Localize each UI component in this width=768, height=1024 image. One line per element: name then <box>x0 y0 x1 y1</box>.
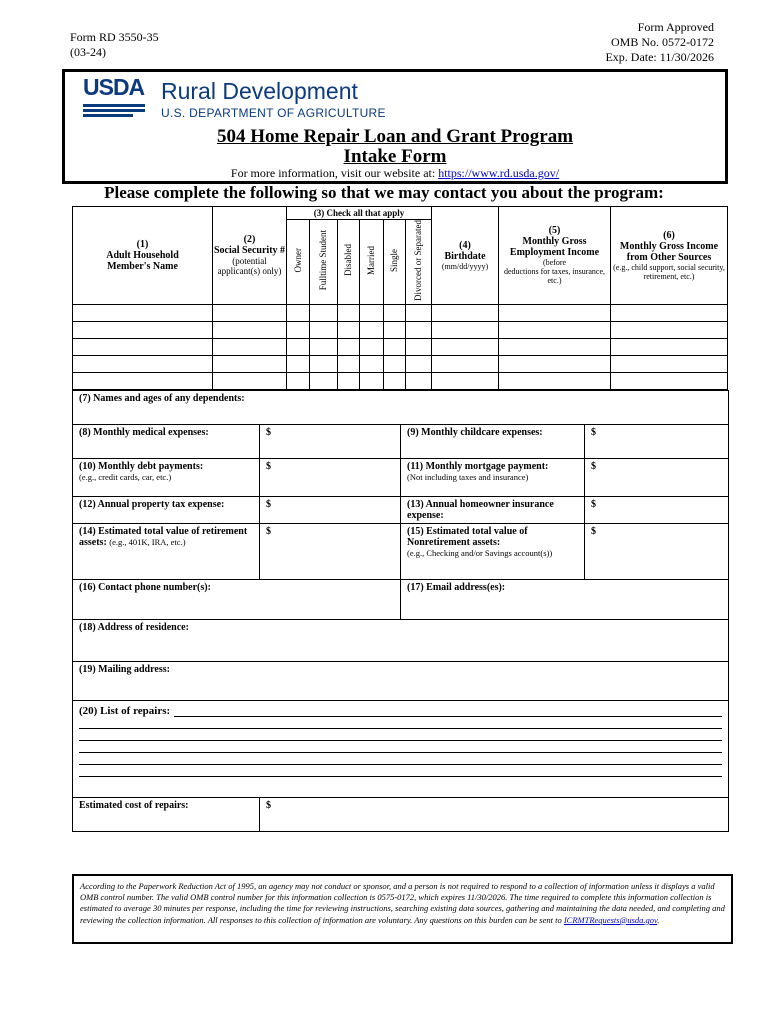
check-disabled: Disabled <box>338 220 360 305</box>
mortgage-label: (11) Monthly mortgage payment: (Not including taxes and insurance) <box>401 459 585 497</box>
retirement-value[interactable]: $ <box>260 524 401 580</box>
debt-label: (10) Monthly debt payments: (e.g., credit cards, car, etc.) <box>73 459 260 497</box>
table-row <box>73 321 728 338</box>
repairs-field[interactable]: (20) List of repairs: <box>73 701 729 798</box>
mailing-address-field[interactable]: (19) Mailing address: <box>73 662 729 701</box>
cost-label: Estimated cost of repairs: <box>73 798 260 832</box>
col-name-header: (1) Adult Household Member's Name <box>73 207 213 305</box>
program-title: 504 Home Repair Loan and Grant Program <box>216 126 574 147</box>
repair-line[interactable] <box>79 765 722 777</box>
childcare-value[interactable]: $ <box>585 425 729 459</box>
instruction: Please complete the following so that we may contact you about the program: <box>104 183 664 202</box>
property-tax-label: (12) Annual property tax expense: <box>73 497 260 524</box>
repair-line[interactable] <box>79 729 722 741</box>
usda-logo <box>83 74 413 124</box>
form-title: Intake Form <box>343 146 447 167</box>
form-id <box>70 30 159 60</box>
childcare-label: (9) Monthly childcare expenses: <box>401 425 585 459</box>
usda-mark-icon <box>83 74 145 118</box>
agency-name: Rural Development <box>161 78 358 104</box>
debt-value[interactable]: $ <box>260 459 401 497</box>
nonretirement-label: (15) Estimated total value of Nonretirement assets: (e.g., Checking and/or Savings account(s)) <box>401 524 585 580</box>
insurance-label: (13) Annual homeowner insurance expense: <box>401 497 585 524</box>
col-employment-header: (5) Monthly Gross Employment Income (before deductions for taxes, insurance, etc.) <box>499 207 611 305</box>
residence-address-field[interactable]: (18) Address of residence: <box>73 620 729 662</box>
retirement-label: (14) Estimated total value of retirement assets: (e.g., 401K, IRA, etc.) <box>73 524 260 580</box>
nonretirement-value[interactable]: $ <box>585 524 729 580</box>
table-row <box>73 372 728 389</box>
property-tax-value[interactable]: $ <box>260 497 401 524</box>
table-row <box>73 355 728 372</box>
col-other-income-header: (6) Monthly Gross Income from Other Sources (e.g., child support, social security, retirement, etc.) <box>611 207 728 305</box>
info-text: For more information, visit our website at: <box>230 166 439 180</box>
header-box <box>62 69 728 184</box>
website-link[interactable]: https://www.rd.usda.gov/ <box>438 166 560 180</box>
check-married: Married <box>360 220 384 305</box>
col-check-header: (3) Check all that apply <box>287 207 432 220</box>
repair-line[interactable] <box>79 741 722 753</box>
info-line <box>65 166 725 181</box>
burden-email-link[interactable]: ICRMTRequests@usda.gov <box>563 914 658 925</box>
phone-field[interactable]: (16) Contact phone number(s): <box>73 580 401 620</box>
omb-approval <box>605 20 714 65</box>
dependents-field[interactable]: (7) Names and ages of any dependents: <box>73 391 729 425</box>
department-name: U.S. DEPARTMENT OF AGRICULTURE <box>161 106 386 120</box>
approval-line-3: Exp. Date: 11/30/2026 <box>605 50 714 64</box>
check-fulltime-student: Fulltime Student <box>310 220 338 305</box>
check-single: Single <box>384 220 406 305</box>
mortgage-value[interactable]: $ <box>585 459 729 497</box>
insurance-value[interactable]: $ <box>585 497 729 524</box>
approval-line-1: Form Approved <box>637 20 714 34</box>
col-birthdate-header: (4) Birthdate (mm/dd/yyyy) <box>432 207 499 305</box>
check-divorced: Divorced or Separated <box>406 220 432 305</box>
household-table <box>72 206 728 390</box>
usda-wordmark: USDA <box>83 74 145 100</box>
burden-statement: According to the Paperwork Reduction Act of 1995, an agency may not conduct or sponsor, and a person is not required to respond to a collection of information unless it displays a valid OMB control number. The valid OMB control number for this information collection is 0575-0172, which expires 11/30/2026. The time required to complete this information collection is estimated to average 30 minutes per response, including the time for reviewing instructions, searching existing data sources, gathering and maintaining the data needed, and completing and reviewing the collection information. All responses to this collection of information are voluntary. Any questions on this burden can be sent to ICRMTRequests@usda.gov. <box>72 874 733 944</box>
cost-value[interactable]: $ <box>260 798 729 832</box>
col-ssn-header: (2) Social Security # (potential applicant(s) only) <box>213 207 287 305</box>
medical-label: (8) Monthly medical expenses: <box>73 425 260 459</box>
repair-line[interactable] <box>79 753 722 765</box>
form-number: Form RD 3550-35 <box>70 30 159 44</box>
email-field[interactable]: (17) Email address(es): <box>401 580 729 620</box>
financial-table <box>72 390 729 832</box>
table-row <box>73 304 728 321</box>
repair-line[interactable] <box>79 717 722 729</box>
medical-value[interactable]: $ <box>260 425 401 459</box>
check-owner: Owner <box>287 220 310 305</box>
form-revision: (03-24) <box>70 45 106 59</box>
table-row <box>73 338 728 355</box>
approval-line-2: OMB No. 0572-0172 <box>610 35 714 49</box>
